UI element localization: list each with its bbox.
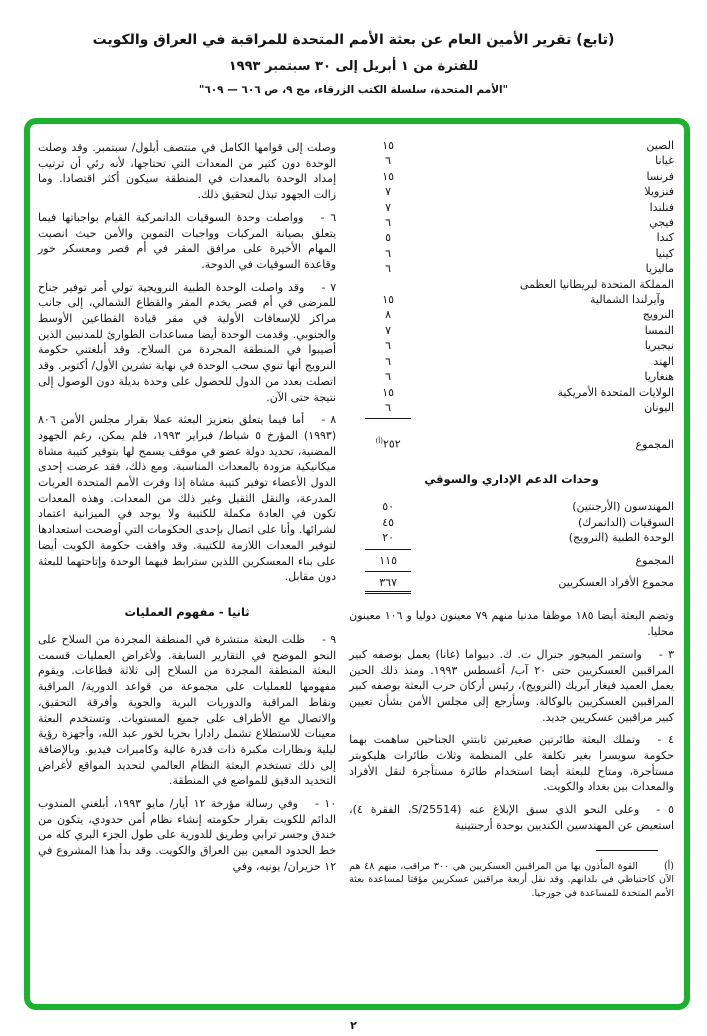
row-value: ٦ bbox=[385, 216, 392, 230]
observer-countries-table bbox=[349, 138, 674, 415]
row-value: ٥ bbox=[385, 231, 392, 245]
row-label: المهندسون (الأرجنتين) bbox=[572, 500, 674, 514]
table-row bbox=[365, 338, 674, 353]
row-label: الصين bbox=[646, 139, 674, 152]
paragraph-8 bbox=[38, 412, 336, 585]
paragraph-number: ٥ - bbox=[656, 803, 674, 817]
paragraph-text: وتملك البعثة طائرتين صغيرتين ثابتتي الجناحين ساهمت بهما حكومة سويسرا بغير تكلفة على المنظمة وثلاث طائرات هليكوبتر مستأجرة، ومتاح للبعثة أيضا استخدام طائرة مستأجرة لنقل الأفراد والمعدات بين بغداد والكويت. bbox=[349, 733, 674, 794]
footnote bbox=[349, 860, 674, 901]
row-label: النمسا bbox=[644, 323, 674, 337]
row-label: هنغاريا bbox=[644, 370, 674, 384]
paragraph-number: ٧ - bbox=[321, 280, 337, 294]
row-value: ٦ bbox=[385, 400, 392, 414]
row-label: الولايات المتحدة الأمريكية bbox=[557, 385, 674, 399]
table-row bbox=[365, 385, 674, 400]
paragraph-text: وعلى النحو الذي سبق الإبلاغ عنه (S/25514، الفقرة ٤)، استعيض عن المهندسين الكنديين بوحدة أرجنتينية bbox=[349, 803, 674, 832]
row-label: الوحدة الطبية (النرويج) bbox=[568, 531, 674, 545]
column-right bbox=[349, 138, 674, 996]
support-units-heading: وحدات الدعم الإداري والسوقي bbox=[424, 472, 599, 487]
paragraph-5 bbox=[349, 802, 674, 833]
total-number: ٢٥٢ bbox=[382, 437, 401, 451]
table-row bbox=[365, 400, 674, 415]
paragraph-text: واستمر الميجور جنرال ت. ك. دبيواما (غانا) يعمل بوصفه كبير المراقبين العسكريين حتى ٢٠ آب/ أغسطس ١٩٩٣. ومنذ ذلك الحين يعمل العميد فيغار آبريك (النرويج)، رئيس أركان حرب البعثة بوصفه كبير المراقبين العسكريين بالوكالة. وسأرجع إلى مجلس الأمن بشأن تعيين كبير مراقبين عسكريين جديد. bbox=[349, 647, 674, 724]
paragraph-9 bbox=[38, 632, 336, 789]
row-label: المملكة المتحدة لبريطانيا العظمى bbox=[519, 277, 674, 291]
paragraph-number: ٦ - bbox=[320, 210, 337, 224]
content-frame bbox=[24, 118, 690, 1010]
table-row bbox=[365, 530, 674, 545]
row-label: كندا bbox=[656, 231, 674, 245]
report-source: "الأمم المتحدة، سلسلة الكتب الزرقاء، مج ٩، ص ٦٠٦ — ٦٠٩" bbox=[198, 84, 509, 96]
row-label: فرنسا bbox=[646, 169, 674, 183]
page-number: ٢ bbox=[350, 1019, 357, 1032]
total-label: المجموع bbox=[635, 437, 674, 451]
paragraph-text: ظلت البعثة منتشرة في المنطقة المجردة من السلاح على النحو الموضح في التقارير السابقة. ولأغراض العمليات قسمت البعثة المنطقة المجردة من السلاح إلى ثلاثة قطاعات. ويقوم مفهومها للعمليات على مجموعة من قواعد الدورية/ المراقبة ونقاط المراقبة والدوريات البرية والجوية وأفرقة التحقيق، والاتصال مع الأطراف على جميع المستويات. وتستخدم البعثة معينات للاستطلاع تشمل رادارا بحريا لخور عبد الله، وأجهزة رؤية ليلية ونظارات مكبرة ذات قدرة عالية وكاميرات فيديو. وبالإضافة إلى ذلك تستخدم البعثة النظام العالمي لتحديد المواقع لأغراض التحديد الدقيق للمواضع في المنطقة. bbox=[38, 632, 337, 788]
table-row bbox=[365, 323, 674, 338]
row-value: ٦ bbox=[385, 246, 392, 260]
row-label: ماليزيا bbox=[645, 262, 674, 276]
sum-rule bbox=[365, 418, 411, 419]
sum-rule bbox=[365, 549, 411, 550]
paragraph-text: وقد واصلت الوحدة الطبية النرويجية تولي أمر توفير جناح للمرضى في أم قصر يخدم المقر والقطاع الشمالي، إلى جانب مراكز للإسعافات الأولية في مقر قيادة القطاعين الأوسط والجنوبي. وقدمت الوحدة أيضا مساعدات الطوارئ للمدنيين الذين أصيبوا في المنطقة المجردة من السلاح. وقد أبلغتني حكومة النرويج أنها تنوي سحب الوحدة في نهاية تشرين الأول/ أكتوبر. وقد اتصلت بعدد من الدول للحصول على وحدة بديلة دون الوصول إلى نتيجة حتى الآن. bbox=[38, 280, 337, 404]
row-label: نيجيريا bbox=[644, 339, 674, 353]
footnote-text: القوة المأذون بها من المراقبين العسكريين هي ٣٠٠ مراقب، منهم ٤٨ هم الآن كاحتياطي في بلدانهم. وقد نقل أربعة مراقبين عسكريين مؤقتا لمساعدة بعثة الأمم المتحدة للمساعدة في جورجيا. bbox=[349, 860, 674, 899]
row-value: ٥٠ bbox=[382, 500, 395, 514]
paragraph-number: ١٠ - bbox=[314, 797, 337, 811]
table-row bbox=[365, 292, 674, 307]
support-units-table bbox=[349, 499, 674, 545]
total-value bbox=[365, 434, 411, 452]
row-label: كينيا bbox=[655, 246, 674, 260]
table-row bbox=[365, 230, 674, 245]
military-grand-total-row bbox=[349, 575, 674, 594]
table-row bbox=[365, 184, 674, 199]
sum-rule bbox=[365, 571, 411, 572]
footnote-divider bbox=[596, 850, 658, 851]
row-label: فيجي bbox=[649, 216, 674, 230]
table-row bbox=[365, 138, 674, 153]
footnote-reference-mark: (أ) bbox=[375, 437, 383, 446]
paragraph-number: ٨ - bbox=[321, 413, 337, 427]
table-rule bbox=[349, 546, 674, 553]
paragraph-6 bbox=[38, 210, 336, 273]
row-value: ٢٠ bbox=[382, 531, 395, 545]
report-title: (تابع) تقرير الأمين العام عن بعثة الأمم المتحدة للمراقبة في العراق والكويت bbox=[92, 32, 615, 48]
row-label: وآيرلندا الشمالية bbox=[590, 293, 665, 307]
table-row bbox=[365, 307, 674, 322]
table-row bbox=[365, 200, 674, 215]
row-value: ٦ bbox=[385, 154, 392, 168]
row-value: ٧ bbox=[385, 200, 392, 214]
row-label: فنلندا bbox=[649, 200, 674, 214]
table-row bbox=[365, 277, 674, 292]
paragraph-number: ٣ - bbox=[658, 647, 675, 661]
table-rule bbox=[349, 568, 674, 575]
paragraph-10 bbox=[38, 796, 336, 875]
row-label: فنزويلا bbox=[644, 185, 674, 199]
row-label: غيانا bbox=[655, 154, 674, 168]
grand-total-label: مجموع الأفراد العسكريين bbox=[558, 576, 674, 589]
total-value: ١١٥ bbox=[379, 553, 397, 567]
paragraph-continuation: وصلت إلى قوامها الكامل في منتصف أيلول/ سبتمبر. وقد وصلت الوحدة دون كثير من المعدات التي تحتاجها، لأنه رئي أن ترتيب إمداد الوحدة بالمعدات في المنطقة سيكون أكثر اقتصادا. وما زالت الجهود تبذل لتحقيق ذلك. bbox=[38, 141, 337, 202]
grand-total-value: ٣٦٧ bbox=[365, 575, 411, 594]
support-units-total-row bbox=[349, 553, 674, 568]
table-row bbox=[365, 369, 674, 384]
row-value: ١٥ bbox=[382, 169, 395, 183]
paragraph-number: ٩ - bbox=[321, 632, 337, 646]
row-value: ٦ bbox=[385, 370, 392, 384]
observers-total-row bbox=[349, 434, 674, 452]
row-label: النرويج bbox=[642, 308, 674, 322]
row-value: ٨ bbox=[385, 308, 392, 322]
paragraph-text: وواصلت وحدة السوقيات الدانمركية القيام بواجباتها فيما يتعلق بصيانة المركبات وواجبات التموين والأمن حيث انصبت المهام الأخيرة على مرافق المقر في أم قصر ومعسكر خور وقاعدة السوقيات في الدوحة. bbox=[38, 210, 337, 271]
row-value: ١٥ bbox=[382, 385, 395, 399]
row-label: الهند bbox=[653, 354, 674, 368]
paragraph-4 bbox=[349, 732, 674, 795]
row-value: ١٥ bbox=[382, 293, 395, 307]
row-value: ٧ bbox=[385, 323, 392, 337]
row-value: ٦ bbox=[385, 262, 392, 276]
table-row bbox=[365, 515, 674, 530]
table-row bbox=[365, 215, 674, 230]
table-row bbox=[365, 261, 674, 276]
paragraph-number: ٤ - bbox=[657, 733, 674, 747]
column-left bbox=[38, 138, 336, 996]
table-row bbox=[365, 153, 674, 168]
paragraph-text: أما فيما يتعلق بتعزيز البعثة عملا بقرار مجلس الأمن ٨٠٦ (١٩٩٣) المؤرخ ٥ شباط/ فبراير ١٩٩٣، فلم يمكن، رغم الجهود المضنية، تحديد دولة عضو في موقف يسمح لها بتوفير كتيبة مشاة ميكانيكية مزودة بالمعدات المناسبة. ومع ذلك، فقد عرضت إحدى الدول الأعضاء توفير كتيبة مشاة إذا وفرت الأمم المتحدة العربات المدرعة، والنقل الثقيل وغير ذلك من المعدات. وهذه المعدات تكون في العادة مكملة للكتيبة ولا يوجد في الميزانية اعتماد لشرائها. وأنا على اتصال بإحدى الحكومات التي أوضحت استعدادها لتوفير المعدات اللازمة للكتيبة. وقد وافقت حكومة الكويت أيضا على بناء المعسكرين اللذين سترابط فيهما الوحدة وإتاحتهما للبعثة دون مقابل. bbox=[38, 413, 337, 584]
row-value: ٦ bbox=[385, 339, 392, 353]
row-label: اليونان bbox=[644, 400, 674, 414]
section-heading-operations: ثانيا - مفهوم العمليات bbox=[124, 604, 250, 619]
table-row bbox=[365, 354, 674, 369]
footnote-mark: (أ) bbox=[663, 860, 675, 872]
table-row bbox=[365, 246, 674, 261]
row-value: ١٥ bbox=[382, 139, 395, 152]
paragraph-3 bbox=[349, 647, 674, 726]
total-label: المجموع bbox=[635, 553, 674, 567]
row-value: ٦ bbox=[385, 354, 392, 368]
paragraph-civilian-staff: وتضم البعثة أيضا ١٨٥ موظفا مدنيا منهم ٧٩ معينون دوليا و ١٠٦ معينون محليا. bbox=[349, 609, 674, 639]
table-row bbox=[365, 499, 674, 514]
report-period: للفترة من ١ أبريل إلى ٣٠ سبتمبر ١٩٩٣ bbox=[228, 59, 479, 74]
two-column-layout bbox=[38, 138, 674, 996]
row-label: السوقيات (الدانمرك) bbox=[577, 515, 674, 529]
table-rule bbox=[349, 415, 674, 422]
row-value: ٧ bbox=[385, 185, 392, 199]
paragraph-text: وفي رسالة مؤرخة ١٢ أيار/ مايو ١٩٩٣، أبلغني المندوب الدائم للكويت بقرار حكومته إنشاء نظام أمن حدودي، يتكون من خندق وجسر ترابي وطريق للدورية على طول الجزء البري كله من خط الحدود المعين بين العراق والكويت. وقد بدأ هذا المشروع في ١٢ حزيران/ يونيه، وفي bbox=[38, 797, 337, 873]
row-value: ٤٥ bbox=[382, 515, 395, 529]
table-row bbox=[365, 169, 674, 184]
paragraph-7 bbox=[38, 280, 336, 406]
document-header bbox=[0, 0, 707, 96]
